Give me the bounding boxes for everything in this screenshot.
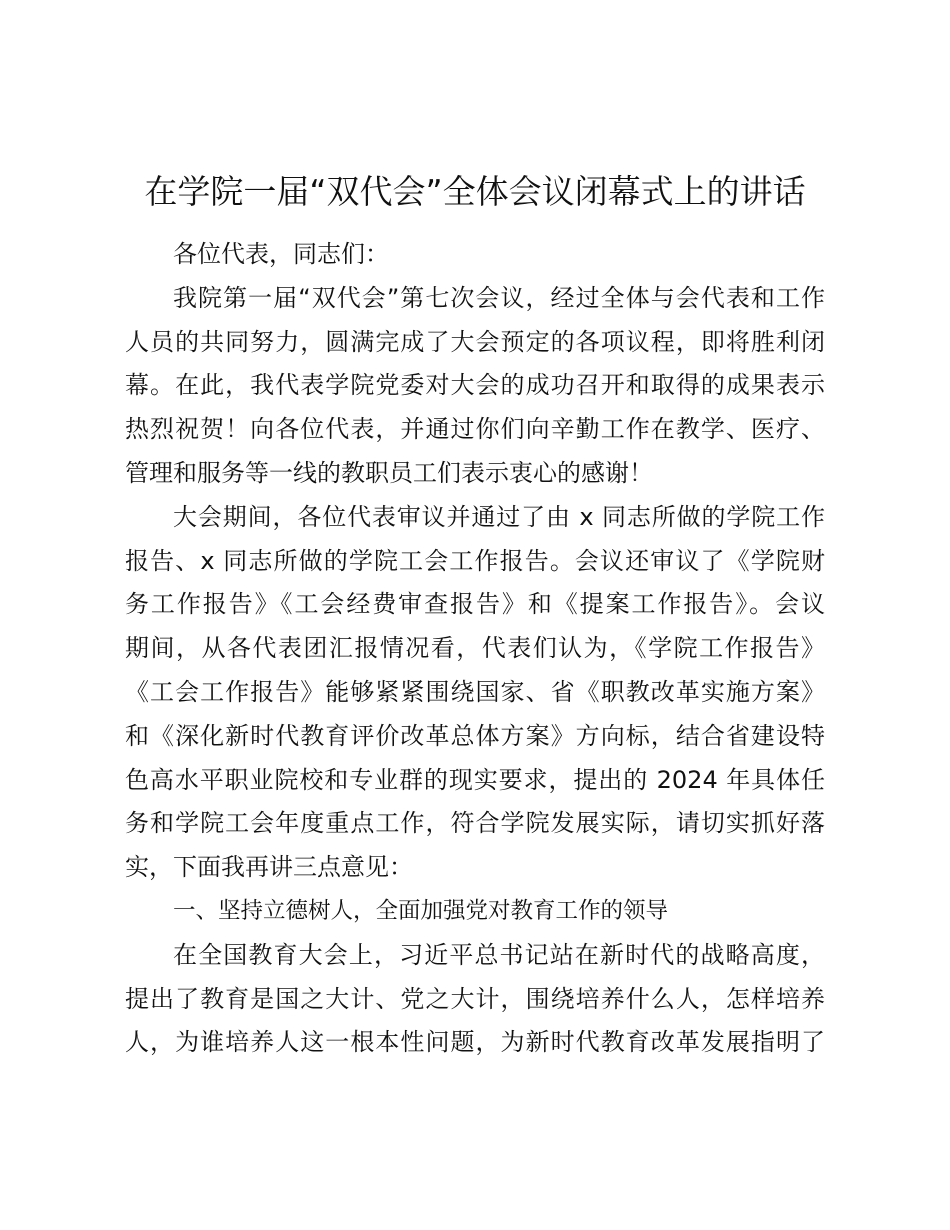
paragraph-line: 管理和服务等一线的教职员工们表示衷心的感谢！ <box>125 458 653 487</box>
paragraph-line: 大会期间，各位代表审议并通过了由 x 同志所做的学院工作 <box>173 502 825 531</box>
paragraph-line: 报告、x 同志所做的学院工会工作报告。会议还审议了《学院财 <box>125 546 825 575</box>
paragraph-line: 实，下面我再讲三点意见： <box>125 853 413 882</box>
document-body <box>125 233 825 1065</box>
paragraph-line: 务和学院工会年度重点工作，符合学院发展实际，请切实抓好落 <box>125 809 825 838</box>
salutation-line: 各位代表，同志们： <box>173 240 389 268</box>
paragraph-line: 热烈祝贺！向各位代表，并通过你们向辛勤工作在教学、医疗、 <box>125 415 825 444</box>
paragraph-line: 和《深化新时代教育评价改革总体方案》方向标，结合省建设特 <box>125 721 825 750</box>
paragraph-line: 务工作报告》《工会经费审查报告》和《提案工作报告》。会议 <box>125 590 825 619</box>
paragraph-line: 我院第一届“双代会”第七次会议，经过全体与会代表和工作 <box>173 283 825 312</box>
paragraph-line: 期间，从各代表团汇报情况看，代表们认为，《学院工作报告》 <box>125 634 825 663</box>
paragraph-line: 《工会工作报告》能够紧紧围绕国家、省《职教改革实施方案》 <box>125 677 825 706</box>
paragraph-line: 人，为谁培养人这一根本性问题，为新时代教育改革发展指明了 <box>125 1028 825 1057</box>
paragraph-line: 幕。在此，我代表学院党委对大会的成功召开和取得的成果表示 <box>125 371 825 400</box>
paragraph-line: 提出了教育是国之大计、党之大计，围绕培养什么人，怎样培养 <box>125 984 825 1013</box>
paragraph-line: 在全国教育大会上，习近平总书记站在新时代的战略高度， <box>173 940 825 969</box>
section-heading: 一、坚持立德树人，全面加强党对教育工作的领导 <box>173 897 669 924</box>
paragraph-line: 人员的共同努力，圆满完成了大会预定的各项议程，即将胜利闭 <box>125 327 825 356</box>
page-title: 在学院一届“双代会”全体会议闭幕式上的讲话 <box>144 172 806 211</box>
paragraph-line: 色高水平职业院校和专业群的现实要求，提出的 2024 年具体任 <box>125 765 825 794</box>
